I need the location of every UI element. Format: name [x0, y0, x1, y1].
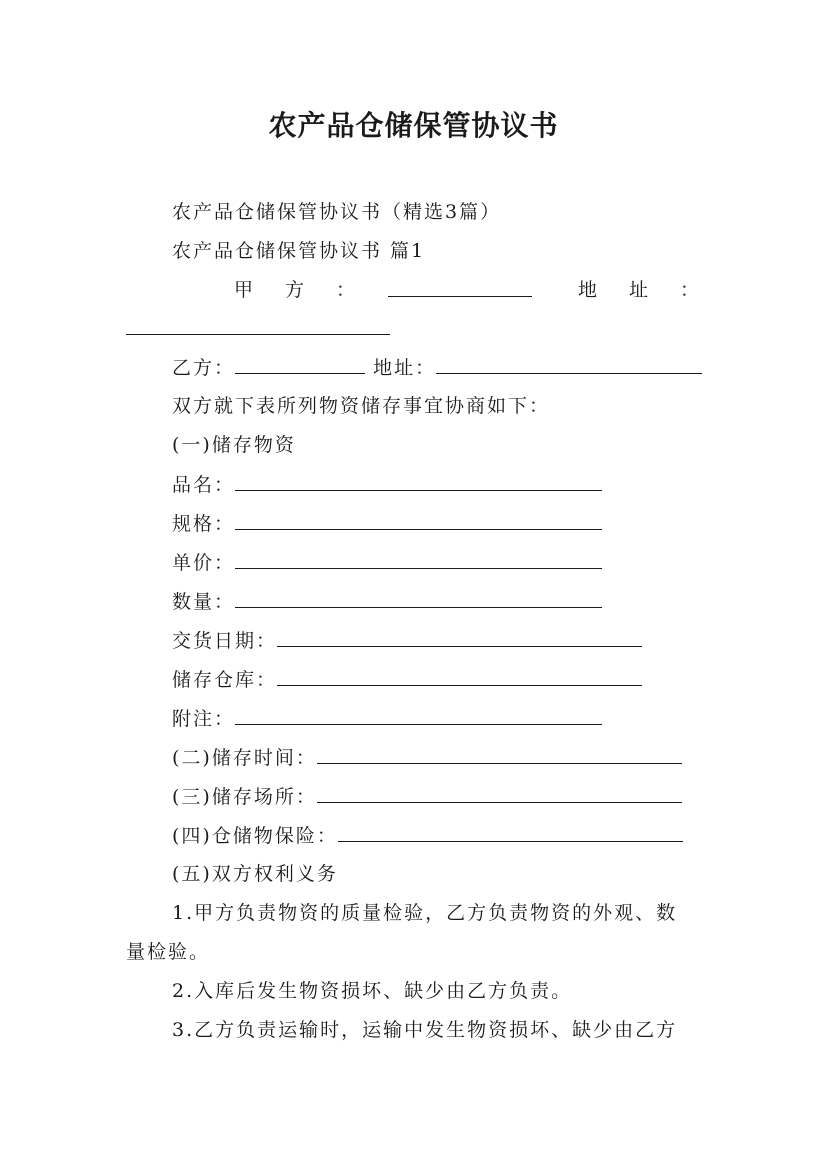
document-title: 农产品仓储保管协议书	[268, 109, 559, 142]
field-notes-blank[interactable]	[235, 706, 602, 725]
party-a-address-char-2: 址	[629, 279, 649, 301]
section-3-label: (三)储存场所：	[172, 786, 317, 808]
field-warehouse-label: 储存仓库：	[172, 669, 278, 691]
party-b-address-blank[interactable]	[436, 355, 702, 374]
party-b-address-label: 地址：	[373, 357, 437, 379]
section-2-label: (二)储存时间：	[172, 747, 317, 769]
field-spec-label: 规格：	[172, 513, 236, 535]
party-a-address-colon: ：	[680, 279, 700, 301]
party-b-label: 乙方：	[172, 357, 236, 379]
field-warehouse	[172, 667, 642, 692]
field-spec-blank[interactable]	[235, 511, 602, 530]
field-notes	[172, 706, 602, 731]
subtitle: 农产品仓储保管协议书（精选3篇）	[172, 201, 502, 223]
section-3-blank[interactable]	[317, 784, 682, 803]
field-spec	[172, 511, 602, 536]
party-b-name-blank[interactable]	[235, 355, 365, 374]
field-product-name	[172, 472, 602, 497]
field-unit-price-blank[interactable]	[235, 550, 602, 569]
party-a-address-char-1: 地	[578, 279, 598, 301]
field-product-name-blank[interactable]	[235, 472, 602, 491]
section-3	[172, 784, 682, 809]
party-a-char-1: 甲	[234, 279, 254, 301]
section-2-blank[interactable]	[317, 745, 682, 764]
clause-2: 2.入库后发生物资损坏、缺少由乙方负责。	[172, 980, 573, 1002]
field-warehouse-blank[interactable]	[277, 667, 642, 686]
field-quantity-label: 数量：	[172, 591, 236, 613]
party-b-line	[172, 355, 702, 380]
field-product-name-label: 品名：	[172, 474, 236, 496]
field-delivery-date-blank[interactable]	[277, 628, 642, 647]
party-a-char-2: 方	[285, 279, 305, 301]
section-4	[172, 823, 683, 848]
section-heading: 农产品仓储保管协议书 篇1	[172, 240, 426, 262]
clause-3-line-1: 3.乙方负责运输时，运输中发生物资损坏、缺少由乙方	[172, 1019, 678, 1041]
party-a-colon: ：	[336, 279, 356, 301]
clause-1-line-1: 1.甲方负责物资的质量检验，乙方负责物资的外观、数	[172, 902, 678, 924]
section-4-blank[interactable]	[338, 823, 683, 842]
clause-1-line-2: 量检验。	[126, 941, 211, 963]
field-quantity	[172, 589, 602, 614]
field-delivery-date-label: 交货日期：	[172, 630, 278, 652]
field-unit-price	[172, 550, 602, 575]
section-4-label: (四)仓储物保险：	[172, 825, 338, 847]
field-notes-label: 附注：	[172, 708, 236, 730]
party-a-address-blank[interactable]	[126, 316, 390, 335]
field-quantity-blank[interactable]	[235, 589, 602, 608]
intro-text: 双方就下表所列物资储存事宜协商如下：	[172, 395, 551, 417]
section-2	[172, 745, 682, 770]
section-1-heading: (一)储存物资	[172, 434, 296, 456]
section-5-heading: (五)双方权利义务	[172, 863, 338, 885]
party-a-name-blank[interactable]	[388, 278, 532, 297]
field-unit-price-label: 单价：	[172, 552, 236, 574]
field-delivery-date	[172, 628, 642, 653]
